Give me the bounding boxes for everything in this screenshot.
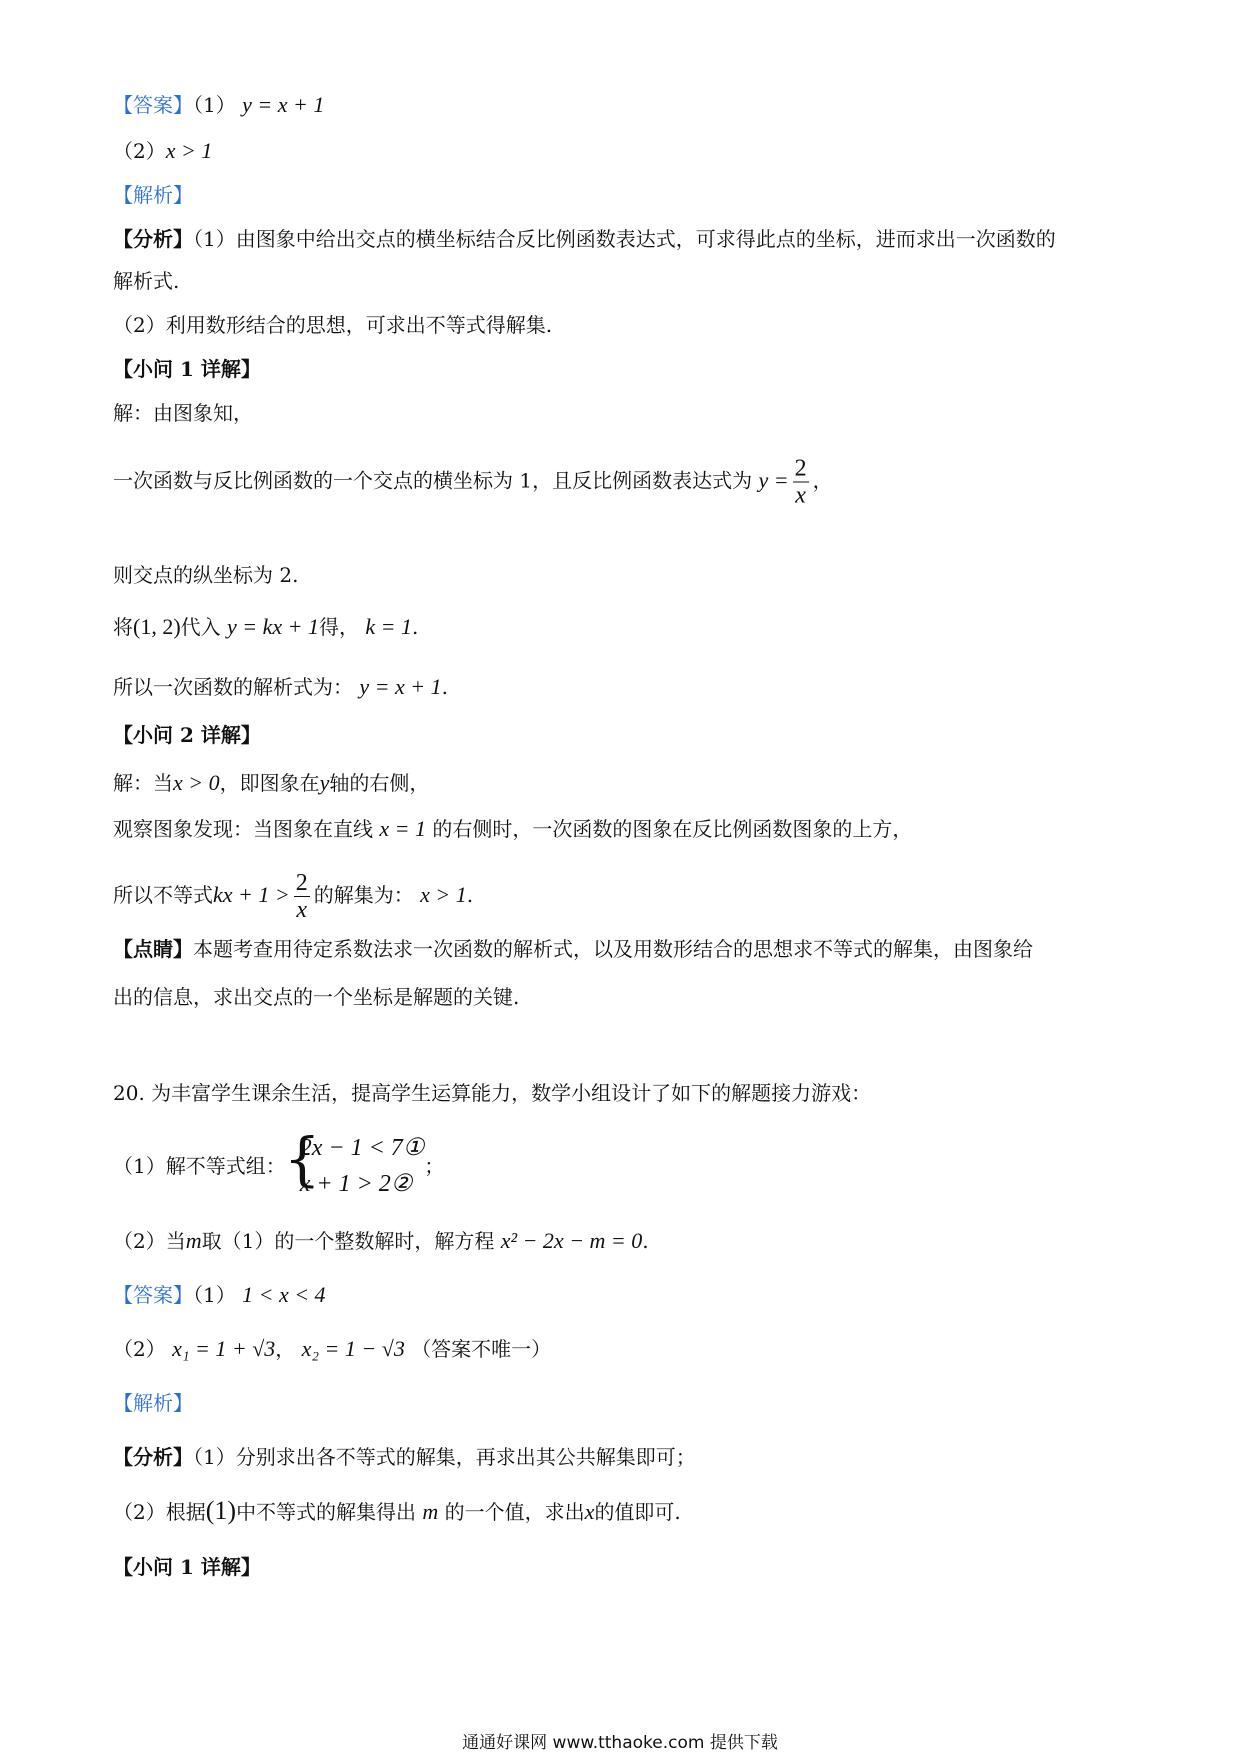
fraction-2-over-x: $\frac{2}{x}$	[794, 455, 807, 509]
s1-q1-line-3: 则交点的纵坐标为 2.	[113, 563, 299, 587]
answer-tag: 【答案】	[113, 93, 193, 117]
fraction-2-over-x: $\frac{2}{x}$	[295, 870, 308, 923]
s1-q2-line-3: 所以不等式kx + 1 > $\frac{2}{x}$ 的解集为： x > 1.	[113, 870, 474, 923]
left-brace-icon: {	[283, 1125, 321, 1193]
fenxi-tag: 【分析】	[113, 1445, 193, 1469]
s1-q1-line-1: 解：由图象知，	[113, 401, 253, 425]
s1-q1-line-2: 一次函数与反比例函数的一个交点的横坐标为 1，且反比例函数表达式为 y = $\frac{2}{x}$ ，	[113, 455, 833, 509]
s1-q1-line-4: 将(1, 2)代入 y = kx + 1得， k = 1.	[113, 614, 419, 639]
q20-q1-tag: 【小问 1 详解】	[113, 1555, 261, 1579]
s1-dianjing-line-2: 出的信息，求出交点的一个坐标是解题的关键.	[113, 985, 520, 1009]
s1-q1-tag: 【小问 1 详解】	[113, 357, 261, 381]
inequality-system: { 2x − 1 < 7① x + 1 > 2②	[283, 1125, 425, 1197]
s1-q2-tag: 【小问 2 详解】	[113, 723, 261, 747]
s1-answer-line-2: （2）x > 1	[113, 138, 213, 163]
fenxi-tag: 【分析】	[113, 227, 193, 251]
answer-2-math: x > 1	[165, 138, 213, 163]
q20-title: 20. 为丰富学生课余生活，提高学生运算能力，数学小组设计了如下的解题接力游戏：	[113, 1081, 872, 1105]
answer-tag: 【答案】	[113, 1283, 193, 1307]
q20-part-1: （1）解不等式组： { 2x − 1 < 7① x + 1 > 2② ；	[113, 1130, 444, 1202]
q20-fenxi-line-1: 【分析】（1）分别求出各不等式的解集，再求出其公共解集即可；	[113, 1445, 696, 1469]
dianjing-tag: 【点睛】	[113, 937, 193, 961]
s1-answer-line-1: 【答案】（1） y = x + 1	[113, 92, 325, 117]
s1-q1-line-5: 所以一次函数的解析式为： y = x + 1.	[113, 674, 448, 699]
q20-answer-line-2: （2） x₁ = 1 + √3， x₂ = 1 − √3 （答案不唯一）	[113, 1336, 552, 1361]
s1-q2-line-1: 解：当x > 0，即图象在y轴的右侧，	[113, 770, 430, 795]
s1-analysis-tag: 【解析】	[113, 183, 193, 207]
s1-dianjing-line-1: 【点睛】本题考查用待定系数法求一次函数的解析式，以及用数形结合的思想求不等式的解集，由图象给	[113, 937, 1033, 961]
q20-part-2: （2）当m取（1）的一个整数解时，解方程 x² − 2x − m = 0.	[113, 1228, 649, 1253]
s1-fenxi-line-2: 解析式.	[113, 269, 180, 293]
q20-analysis-tag: 【解析】	[113, 1391, 193, 1415]
q20-fenxi-line-2: （2）根据(1)中不等式的解集得出 m 的一个值，求出x的值即可.	[113, 1496, 681, 1525]
page-footer: 通通好课网 www.tthaoke.com 提供下载	[462, 1733, 778, 1753]
s1-q2-line-2: 观察图象发现：当图象在直线 x = 1 的右侧时，一次函数的图象在反比例函数图象的上方，	[113, 816, 913, 841]
answer-1-math: y = x + 1	[242, 92, 325, 117]
q20-answer-line-1: 【答案】（1） 1 < x < 4	[113, 1282, 326, 1307]
s1-fenxi-line-1: 【分析】（1）由图象中给出交点的横坐标结合反比例函数表达式，可求得此点的坐标，进而求出一次函数的	[113, 227, 1056, 251]
s1-fenxi-line-3: （2）利用数形结合的思想，可求出不等式得解集.	[113, 313, 553, 337]
